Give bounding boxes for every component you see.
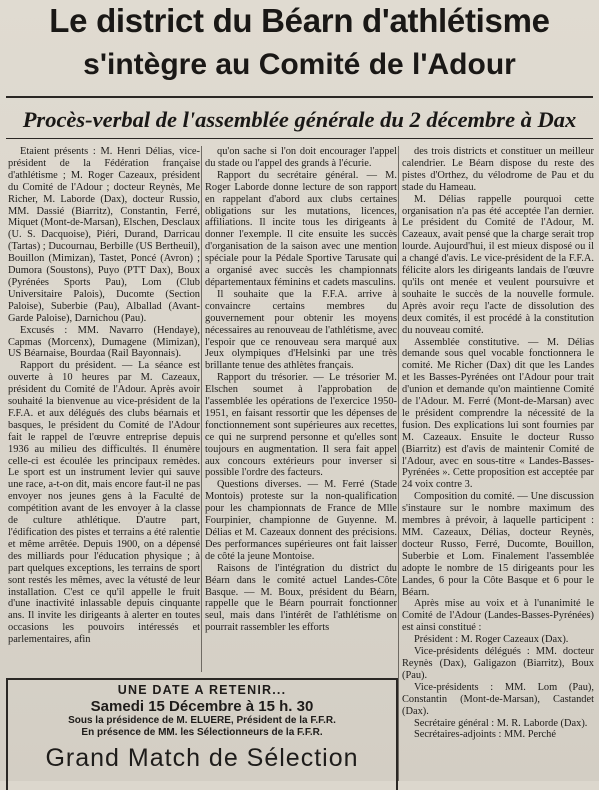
divider-rule [6, 138, 593, 139]
article-subtitle: Procès-verbal de l'assemblée générale du 2 décembre à Dax [22, 107, 577, 132]
announcement-line: En présence de MM. les Sélectionneurs de la F.F.R. [81, 727, 323, 738]
paragraph: Secrétaire général : M. R. Laborde (Dax). [414, 717, 588, 729]
paragraph: Rapport du trésorier. — Le trésorier M. Elschen soumet à l'approbation de l'assemblée les opérations de l'exercice 1950-1951, en faisant ressortir que les dépenses de fonctionnement sont supérieures aux recettes, ce qui ne surprend personne et qu'elles sont toujours en augmentation. Il sera fait appel aux concours extérieurs pour inverser si possible l'ordre des facteurs. [205, 372, 397, 479]
paragraph: Président : M. Roger Cazeaux (Dax). [414, 634, 569, 646]
paragraph: qu'on sache si l'on doit encourager l'appel du stade ou l'appel des grands à l'écurie. [205, 146, 397, 169]
paragraph: Questions diverses. — M. Ferré (Stade Montois) proteste sur la non-qualification pour les championnats de France de Mlle Fourpinier, championne de Guyenne. M. Délias et M. Cazeaux donnent des précisions. Des performances supérieures ont fait laisser de côté la jeune Montoise. [205, 479, 397, 562]
paragraph: M. Délias rappelle pourquoi cette organisation n'a pas été acceptée l'an dernier. Le président du Comité de l'Adour, M. Cazeaux, avait pensé que la charge serait trop lourde. Aujourd'hui, il est mieux disposé ou il a changé d'avis. Le vice-président de la F.F.A. félicite alors les dirigeants landais de l'œuvre qu'ils ont menée et veulent poursuivre et souhaite le succès de la nouvelle formule. Après avoir reçu l'acte de dissolution des deux comités, il est procédé à la constitution du nouveau comité. [402, 193, 594, 336]
paragraph: Assemblée constitutive. — M. Délias demande sous quel vocable fonctionnera le comité. Me Richer (Dax) dit que les Landes et les Basses-Pyrénées ont l'Adour pour trait d'union et demande qu'on maintienne Comité de l'Adour. M. Ferré (Mont-de-Marsan) avec le président comprendre la nécessité de la fusion. Des explications lui sont fournies par M. Cazeaux. Ensuite le docteur Russo (Biarritz) est d'avis de maintenir Comité de l'Adour, avec en sous-titre « Landes-Basses-Pyrénées ». Cette proposition est acceptée par 24 voix contre 3. [402, 336, 594, 491]
paragraph: des trois districts et constituer un meilleur calendrier. Le Béarn dispose du reste des pistes d'Orthez, du vélodrome de Pau et du stade du Hameau. [402, 146, 594, 193]
announcement-header: UNE DATE A RETENIR... [117, 683, 287, 697]
headline-line-1: Le district du Béarn d'athlétisme [49, 2, 550, 39]
announcement-date: Samedi 15 Décembre à 15 h. 30 [90, 698, 314, 715]
headline-line-2: s'intègre au Comité de l'Adour [83, 48, 516, 81]
paragraph: Après mise au voix et à l'unanimité le Comité de l'Adour (Landes-Basses-Pyrénées) est ainsi constitué : [402, 598, 594, 634]
paragraph: Rapport du président. — La séance est ouverte à 10 heures par M. Cazeaux, président du Comité de l'Adour. Après avoir souhaité la bienvenue au vice-président de la F.F.A. et aux délégués des clubs béarnais et basques, le président du Comité de l'Adour fait le rappel de l'œuvre entreprise depuis 1936 au milieu des difficultés. Il énumère celle-ci est écoulée les principaux remèdes. Le sport est un instrument levier qui sauve une race, a-t-on dit, mais encore faut-il ne pas envoyer nos jeunes gens à la Faculté de compétition avant de les envoyer à la classe de culture athlétique. D'autre part, l'édification des pistes et terrains a été ralentie et même arrêtée. Depuis 1900, on a dépensé des milliards pour l'éducation physique ; à part quelques exceptions, les terrains de sport sont restés les mêmes, avec la vétusté de leur installation. C'est ce qu'il appelle le fruit d'une inactivité inlassable depuis cinquante ans. Il invite les dirigeants à alerter en toutes occasions les pouvoirs intéressés et parlementaires, afin [8, 360, 200, 646]
paragraph: Raisons de l'intégration du district du Béarn dans le comité actuel Landes-Côte Basque. — M. Boux, président du Béarn, rappelle que le Béarn pourrait fonctionner seul, mais dans l'intérêt de l'athlétisme on pourrait rassembler les efforts [205, 562, 397, 634]
column-separator [398, 146, 399, 781]
article-column-3 [402, 146, 594, 786]
article-column-1 [8, 146, 200, 666]
announcement-box [6, 678, 398, 790]
column-separator [201, 146, 202, 672]
paragraph: Rapport du secrétaire général. — M. Roger Laborde donne lecture de son rapport en rappelant d'abord aux clubs certaines obligations sur les mutations, licences, affiliations. Il incite tous les dirigeants à donner l'exemple. Il cite ensuite les succès d'organisation de la saison avec une mention spéciale pour la Pédale Sportive Tarusate qui a organisé avec succès les championnats départementaux féminins et cadets masculins. [205, 169, 397, 288]
paragraph: Vice-présidents : MM. Lom (Pau), Constantin (Mont-de-Marsan), Castandet (Dax). [402, 681, 594, 717]
paragraph: Il souhaite que la F.F.A. arrive à convaincre certains membres du gouvernement pour obtenir les moyens nécessaires au renouveau de l'athlétisme, avec l'espoir que ce renouveau sera marqué aux Jeux olympiques d'Helsinki par une très brillante tenue des athlètes français. [205, 288, 397, 372]
announcement-match-title: Grand Match de Sélection [45, 744, 359, 772]
paragraph: Vice-présidents délégués : MM. docteur Reynès (Dax), Galigazon (Biarritz), Boux (Pau). [402, 646, 594, 681]
article-column-2 [205, 146, 397, 671]
announcement-line: Sous la présidence de M. ELUERE, Président de la F.F.R. [68, 715, 336, 726]
paragraph: Composition du comité. — Une discussion s'instaure sur le nombre maximum des membres à prévoir, à laquelle participent : MM. Cazeaux, Délias, docteur Reynès, docteur Russo, Ferré, Ducomte, Bouillon, Suberbie et Lom. Finalement l'assemblée adopte le nombre de 15 dirigeants pour les Landes, 6 pour la Côte Basque et 6 pour le Béarn. [402, 491, 594, 598]
divider-rule [6, 96, 593, 98]
paragraph: Secrétaires-adjoints : MM. Perché [414, 729, 556, 741]
paragraph: Excusés : MM. Navarro (Hendaye), Capmas (Morcenx), Dumagene (Mimizan), US Béarnaise, Bourdaa (Rail Bayonnais). [8, 324, 200, 360]
paragraph: Etaient présents : M. Henri Délias, vice-président de la Fédération française d'athlétisme ; M. Roger Cazeaux, président du Comité de l'Adour ; docteur Reynès, Me Richer, M. Laborde (Dax), docteur Russio, MM. Dassié (Biarritz), Constantin, Ferré, Miquet (Mont-de-Marsan), Elschen, Desclaux (U. S. Dacquoise), Piéri, Durand, Darricau (Tartas) ; Ducournau, Berbille (US Bertheuil), Bouillon (Mimizan), Tastet, Poncé (Avron) ; Dumora (Soustons), Puyo (PTT Dax), Boux (Pyrénées Sports Pau), Lom (Club Universitaire Palois), Ducomte (Section Paloise), Suberbie (Pau), Alballad (Avant-Garde Paloise), Darnichou (Pau). [8, 146, 200, 324]
